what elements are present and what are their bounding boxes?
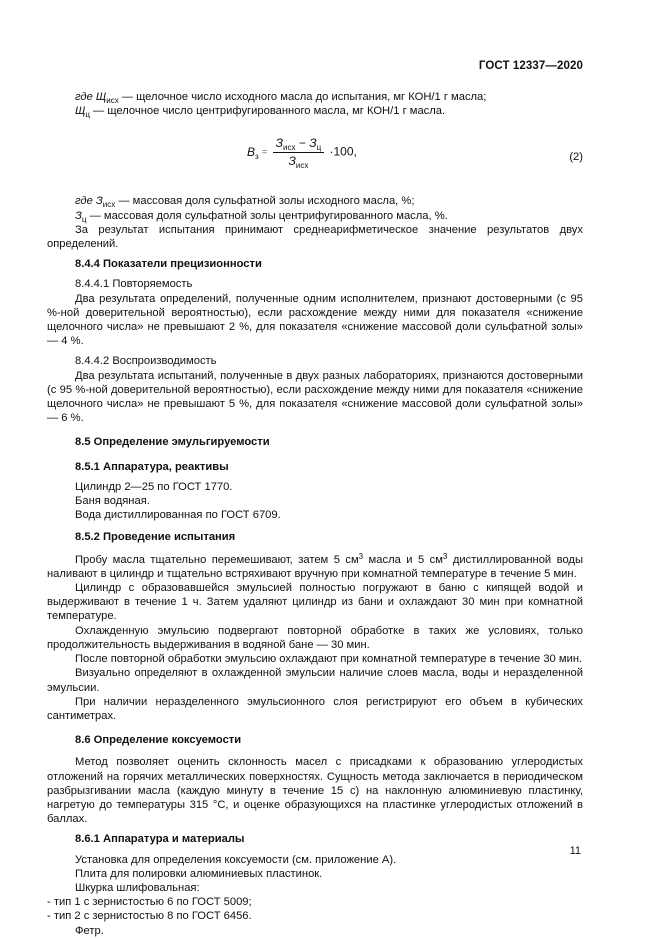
- list-item: Плита для полировки алюминиевых пластинок.: [75, 867, 323, 880]
- list-item: Цилиндр 2—25 по ГОСТ 1770.: [75, 480, 233, 493]
- formula-lhs: $В_з$: [247, 145, 259, 161]
- list-item: Фетр.: [75, 924, 104, 937]
- paragraph: Охлажденную эмульсию подвергают повторной обработке в таких же условиях, только продолжительность выдерживания в водяной бане — 30 мин.: [47, 624, 583, 651]
- legend-line: [75, 194, 583, 208]
- paragraph: Два результата испытаний, полученные в двух разных лабораториях, признаются достоверными (с 95 %-ной доверительной вероятностью), если расхождение между ними для показателя «снижение щелочного числа» не превышают 5 %, для показателя «снижение массовой доли сульфатной золы» — 6 %.: [47, 369, 583, 425]
- legend-subscript: исх: [102, 200, 116, 210]
- result-paragraph: За результат испытания принимают среднеарифметическое значение результатов двух определений.: [47, 223, 583, 251]
- formula-body: [247, 136, 357, 170]
- legend-line: [75, 90, 583, 104]
- list-item: Шкурка шлифовальная:: [75, 881, 200, 894]
- legend-subscript: ц: [81, 214, 87, 224]
- legend-symbol: Щ: [75, 105, 86, 118]
- list-item: Установка для определения коксуемости (см. приложение А).: [75, 853, 397, 866]
- legend-text: — щелочное число исходного масла до испытания, мг КОН/1 г масла;: [118, 91, 487, 103]
- paragraph: Визуально определяют в охлажденной эмульсии наличие слоев масла, воды и неразделенной эмульсии.: [47, 667, 583, 694]
- legend-symbol: З: [75, 209, 82, 222]
- legend-symbol: где Щ: [75, 91, 107, 103]
- paragraph: Два результата определений, полученные одним исполнителем, признают достоверными (с 95 %-ной доверительной вероятностью), если расхождение между ними для показателя «снижение щелочного числа» не превышают 2 %, для показателя «снижение массовой доли сульфатной золы» — 4 %.: [47, 292, 583, 348]
- document-id-header: ГОСТ 12337—2020: [478, 60, 583, 72]
- section-heading-8-5: 8.5 Определение эмульгируемости: [75, 436, 270, 449]
- formula-tail: ·100,: [329, 145, 357, 159]
- subsection-heading-8-5-2: 8.5.2 Проведение испытания: [75, 531, 236, 544]
- formula-2: [75, 132, 583, 184]
- list-item: - тип 1 с зернистостью 6 по ГОСТ 5009;: [47, 896, 252, 909]
- legend-subscript: исх: [106, 96, 119, 105]
- legend-text: — щелочное число центрифугированного масла, мг КОН/1 г масла.: [89, 105, 446, 118]
- list-item: - тип 2 с зернистостью 8 по ГОСТ 6456.: [47, 910, 252, 923]
- paragraph: Цилиндр с образовавшейся эмульсией полностью погружают в баню с кипящей водой и выдерживают в течение 1 ч. Затем удаляют цилиндр из бани и охлаждают 30 мин при комнатной температуре.: [47, 582, 583, 623]
- formula-denominator: $З_{исх}$: [288, 153, 309, 170]
- formula-numerator: $З_{исх} - З_ц$: [273, 136, 325, 152]
- legend-subscript: ц: [85, 110, 90, 120]
- paragraph: Метод позволяет оценить склонность масел с присадками к образованию углеродистых отложений на горячих металлических поверхностях. Сущность метода заключается в периодическом разбрызгивании масла (каждую минуту в течение 15 с) на наклонную алюминиевую пластинку, нагретую до температуры 315 °С, и оценке образующихся на пластинке углеродистых отложений в баллах.: [47, 756, 583, 826]
- section-heading-8-6: 8.6 Определение коксуемости: [75, 734, 242, 747]
- legend-text: — массовая доля сульфатной золы исходного масла, %;: [115, 195, 415, 208]
- page-number: 11: [569, 845, 581, 857]
- paragraph: При наличии неразделенного эмульсионного слоя регистрируют его объем в кубических сантиметрах.: [47, 695, 583, 722]
- list-item: Вода дистиллированная по ГОСТ 6709.: [75, 509, 281, 522]
- legend-symbol: где З: [75, 195, 103, 208]
- legend-line: [75, 104, 583, 118]
- legend-line: [75, 209, 583, 223]
- page-content: [47, 90, 583, 938]
- legend-text: — массовая доля сульфатной золы центрифугированного масла, %.: [86, 209, 448, 222]
- list-item: Баня водяная.: [75, 495, 150, 508]
- subsection-heading-8-4-4-2: 8.4.4.2 Воспроизводимость: [75, 355, 217, 368]
- paragraph: После повторной обработки эмульсию охлаждают при комнатной температуре в течение 30 мин.: [75, 653, 583, 666]
- formula-number: (2): [569, 151, 583, 164]
- subsection-heading-8-5-1: 8.5.1 Аппаратура, реактивы: [75, 460, 229, 473]
- subsection-heading-8-4-4-1: 8.4.4.1 Повторяемость: [75, 278, 193, 291]
- subsection-heading-8-6-1: 8.6.1 Аппаратура и материалы: [75, 833, 245, 846]
- paragraph: Пробу масла тщательно перемешивают, затем 5 $см^3$ масла и 5 $см^3$ дистиллированной воды наливают в цилиндр и тщательно встряхивают вручную при комнатной температуре в течение 5 мин.: [47, 551, 583, 580]
- formula-fraction: [273, 136, 325, 170]
- section-heading-8-4-4: 8.4.4 Показатели прецизионности: [75, 258, 262, 271]
- formula-equals: =: [262, 147, 268, 157]
